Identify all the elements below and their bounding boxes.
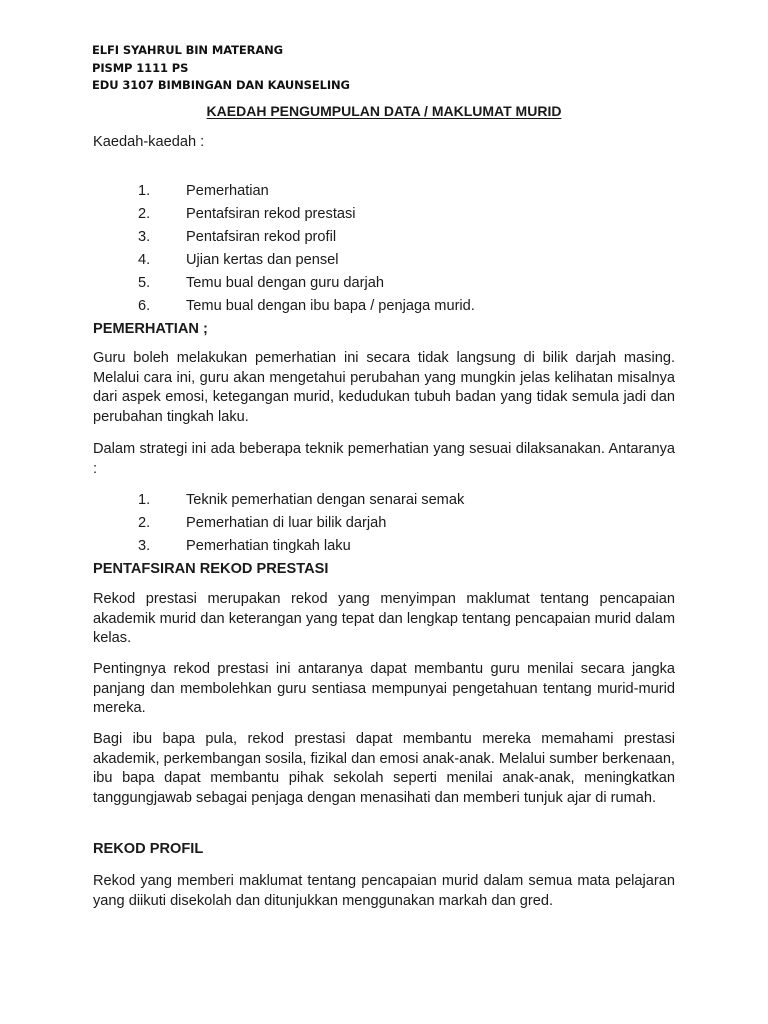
- list-number: 4.: [138, 252, 151, 268]
- list-label: Pemerhatian tingkah laku: [186, 538, 351, 554]
- list-label: Ujian kertas dan pensel: [186, 252, 339, 268]
- list-number: 2.: [138, 515, 151, 531]
- profile-paragraph-1: Rekod yang memberi maklumat tentang pencapaian murid dalam semua mata pelajaran yang diikuti disekolah dan ditunjukkan menggunakan markah dan gred.: [93, 873, 675, 909]
- list-number: 1.: [138, 183, 151, 199]
- list-number: 3.: [138, 538, 151, 554]
- list-label: Temu bual dengan ibu bapa / penjaga murid.: [186, 298, 475, 314]
- list-number: 2.: [138, 206, 151, 222]
- list-label: Pemerhatian: [186, 183, 269, 199]
- section-heading-achievement: PENTAFSIRAN REKOD PRESTASI: [93, 561, 329, 577]
- list-label: Pemerhatian di luar bilik darjah: [186, 515, 387, 531]
- list-label: Pentafsiran rekod prestasi: [186, 206, 356, 222]
- list-label: Pentafsiran rekod profil: [186, 229, 337, 245]
- achievement-paragraph-2: Pentingnya rekod prestasi ini antaranya dapat membantu guru menilai secara jangka panjang dan membolehkan guru sentiasa mempunyai pengetahuan tentang murid-murid mereka.: [93, 661, 675, 717]
- document-title: KAEDAH PENGUMPULAN DATA / MAKLUMAT MURID: [206, 103, 562, 119]
- observation-paragraph-2: Dalam strategi ini ada beberapa teknik pemerhatian yang sesuai dilaksanakan. Antaranya :: [93, 441, 675, 477]
- list-number: 6.: [138, 298, 151, 314]
- section-heading-profile: REKOD PROFIL: [93, 841, 204, 857]
- list-number: 5.: [138, 275, 151, 291]
- observation-paragraph-1: Guru boleh melakukan pemerhatian ini secara tidak langsung di bilik darjah masing. Melalui cara ini, guru akan mengetahui perubahan yang mungkin jelas kelihatan misalnya dari aspek emosi, ketegangan murid, kedudukan tubuh badan yang tidak semula jadi dan perubahan tingkah laku.: [93, 350, 675, 425]
- section-heading-observation: PEMERHATIAN ;: [93, 321, 208, 337]
- list-number: 1.: [138, 492, 151, 508]
- program-code: PISMP 1111 PS: [92, 60, 189, 75]
- achievement-paragraph-1: Rekod prestasi merupakan rekod yang menyimpan maklumat tentang pencapaian akademik murid dan keterangan yang tepat dan lengkap tentang pencapaian murid dalam kelas.: [93, 591, 675, 647]
- list-label: Temu bual dengan guru darjah: [186, 275, 384, 291]
- course-title: EDU 3107 BIMBINGAN DAN KAUNSELING: [92, 78, 350, 92]
- student-header: [92, 42, 350, 95]
- intro-text: Kaedah-kaedah :: [93, 134, 205, 150]
- list-number: 3.: [138, 229, 151, 245]
- student-name: ELFI SYAHRUL BIN MATERANG: [92, 43, 284, 57]
- list-label: Teknik pemerhatian dengan senarai semak: [186, 492, 465, 508]
- achievement-paragraph-3: Bagi ibu bapa pula, rekod prestasi dapat membantu mereka memahami prestasi akademik, perkembangan sosila, fizikal dan emosi anak-anak. Melalui sumber berkenaan, ibu bapa dapat membantu pihak sekolah seperti menilai anak-anak, meningkatkan tanggungjawab sebagai penjaga dengan menasihati dan memberi tunjuk ajar di rumah.: [93, 731, 675, 806]
